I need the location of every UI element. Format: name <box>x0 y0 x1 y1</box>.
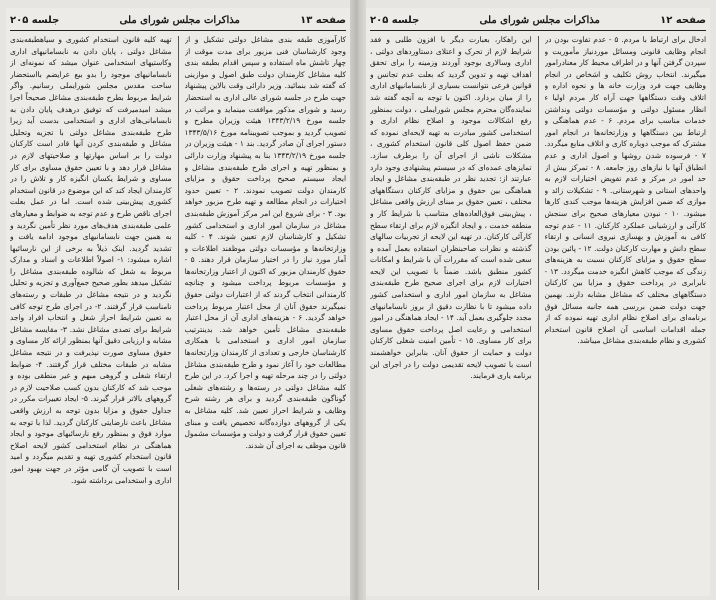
left-page-columns <box>10 34 346 592</box>
column-divider <box>538 36 539 590</box>
book-gutter <box>350 0 366 600</box>
left-page-session: جلسه ۲۰۵ <box>10 14 60 26</box>
left-page-column-right <box>185 34 347 592</box>
right-column-0-text: این راهکار، بعبارت دیگر با افزون طلبی و فقد شرایط لازم از تحرک و اعتلای دستاوردهای دولتی ، اداری وسالاری بوجود آوردند وزمینه را برای تحقق اهداف تهیه و تدوین گردید که بعلت عدم تجانس و قوانین فرعی نتوانست بسیاری از نابسامانیهای اداری را از میان بردارد. اکنون با توجه به آنچه گفته شد نماینده‌گان محترم مجلس شورایملی ، دولت بمنظور رفع اشکالات موجود و اصلاح نظام اداری و استخدامی کشور مبادرت به تهیه لایحه‌ای نموده که ضمن حفظ اصول کلی قانون استخدام کشوری ، مشکلات ناشی از اجرای آن را برطرف سازد. تمایزهای عمده‌ای که در سیستم پیشنهادی وجود دارد عبارتند از: تجدید نظر در طبقه‌بندی مشاغل و ایجاد هماهنگی بین حقوق و مزایای کارکنان دستگاههای مختلف ، تعیین حقوق بر مبنای ارزش واقعی مشاغل ، پیش‌بینی فوق‌العاده‌های متناسب با شرایط کار و منطقه خدمت ، و ایجاد انگیزه لازم برای ارتقاء سطح کارآئی کارکنان. در تهیه این لایحه از تجربیات سالهای گذشته و نظرات صاحبنظران استفاده بعمل آمده و سعی شده است که مقررات آن با شرایط و امکانات کشور منطبق باشد. ضمناً با تصویب این لایحه اختیارات لازم برای اجرای صحیح طرح طبقه‌بندی مشاغل به سازمان امور اداری و استخدامی کشور داده میشود تا با نظارت دقیق از بروز نابسامانیهای مجدد جلوگیری بعمل آید. ۱۴ - ایجاد هماهنگی در امور استخدامی و رعایت اصل پرداخت حقوق مساوی برای کار مساوی. ۱۵ - تأمین امنیت شغلی کارکنان دولت و حمایت از حقوق آنان. بنابراین خواهشمند است با تصویب لایحه تقدیمی دولت را در اجرای این برنامه یاری فرمایند. <box>370 35 532 381</box>
right-page-title: مذاکرات مجلس شورای ملی <box>479 14 600 26</box>
left-page-column-left <box>10 34 172 592</box>
left-column-0-text: تهیه کلیه قانون استخدام کشوری و سیاهطبقه‌بندی مشاغل دولتی ، پایان دادن به نابسامانیهای اداری وکاستیهای استخدامی عنوان میشد که نمونه‌ای از نابسامانیهای موجود را بدو بیع عرایضم بااستحضار ساحت مقدس مجلس شورایملی رسانیم. واگر شرایط مربوط بطرح طبقه‌بندی مشاغل صحیحاً اجرا میشد امیدمیرفت که توفیق درهدف پایان دادن به نابسامانی‌های اداری و استخدامی بدست آید زیرا طرح طبقه‌بندی مشاغل دولتی با تجزیه وتحلیل مشاغل و طبقه‌بندی کردن آنها قادر است کارکنان دولت را بر اساس مهارتها و صلاحیتهای لازم در مشاغل قرار دهد و با تعیین حقوق مساوی برای کار مساوی و شرایط یکسان انگیزه کار و تلاش را در کارمندان ایجاد کند که این موضوع در قانون استخدام کشوری پیش‌بینی شده است. اما در عمل بعلت اجرای ناقص طرح و عدم توجه به ضوابط و معیارهای علمی طبقه‌بندی هدف‌های مورد نظر تأمین نگردید و به همین جهت نابسامانیهای موجود ادامه یافت و تشدید گردید. اینک ذیلاً به برخی از این نارسائیها اشاره میشود: ۱- اصولاً اطلاعات و اسناد و مدارک مربوط به شغل که شالوده طبقه‌بندی مشاغل را تشکیل میدهد بطور صحیح جمع‌آوری و تجزیه و تحلیل نگردید و در نتیجه مشاغل در طبقات و رسته‌های نامناسب قرار گرفتند. ۲- در اجرای طرح توجه کافی به تعیین شرایط احراز شغل و انتخاب افراد واجد شرایط برای تصدی مشاغل نشد. ۳- مقایسه مشاغل مشابه و ارزیابی دقیق آنها بمنظور ارائه کار مساوی و حقوق مساوی صورت نپذیرفت و در نتیجه مشاغل مشابه در طبقات مختلف قرار گرفتند. ۴- ضوابط ارتقاء شغلی و گروهی مبهم و غیر منطقی بوده و موجب شد که کارکنان بدون کسب صلاحیت لازم در گروههای بالاتر قرار گیرند. ۵- ایجاد تغییرات مکرر در جداول حقوق و مزایا بدون توجه به ارزش واقعی مشاغل باعث نارضایتی کارکنان گردید. لذا با توجه به موارد فوق و بمنظور رفع نارسائیهای موجود و ایجاد هماهنگی در نظام استخدامی کشور لایحه اصلاح قانون استخدام کشوری تهیه و تقدیم میگردد و امید است با تصویب آن گامی مؤثر در جهت بهبود امور اداری و استخدامی برداشته شود. <box>10 35 172 485</box>
right-column-1-text: ادخال برای ارتباط با مردم. ۵ - عدم تفاوت بودن در انجام وظایف قانونی ومسائل موردنیاز مأموریت و سپردن گرفتن آنها و در اطراف محیط کار معنادرامور میگیرند. انتخاب روش تکلیف و اشخاص در انجام وظایف جهت فرد وزارت خانه ها و نحوه اداره و اتلاف وقت دستگاهها جهت آراه کار مردم اولیا ء انظار مسئول دولتی و مؤسسات دولتی ونداشتن خدمات مناسب برای مردم. ۶ - عدم هماهنگی و ارتباط بین دستگاهها و وزارتخانه‌ها در انجام امور مشترک که موجب دوباره کاری و اتلاف منابع میگردد. ۷ - فرسوده شدن روشها و اصول اداری و عدم انطباق آنها با نیازهای روز جامعه. ۸ - تمرکز بیش از حد امور در مرکز و عدم تفویض اختیارات لازم به واحدهای استانی و شهرستانی. ۹ - تشکیلات زائد و موازی که ضمن افزایش هزینه‌ها موجب کندی کارها میشود. ۱۰ - نبودن معیارهای صحیح برای سنجش کارآئی و ارزشیابی عملکرد کارکنان. ۱۱ - عدم توجه کافی به آموزش و بهسازی نیروی انسانی و ارتقاء سطح دانش و مهارت کارکنان دولت. ۱۲ - پائین بودن سطح حقوق و مزایای کارکنان نسبت به هزینه‌های زندگی که موجب کاهش انگیزه خدمت میگردد. ۱۳ - نابرابری در پرداخت حقوق و مزایا بین کارکنان دستگاههای مختلف که مشاغل مشابه دارند. بهمین جهت دولت ضمن بررسی همه جانبه مسائل فوق برنامه‌ای برای اصلاح نظام اداری تهیه نموده که از جمله اقدامات اساسی آن اصلاح قانون استخدام کشوری و نظام طبقه‌بندی مشاغل میباشد. <box>544 35 706 346</box>
left-column-1-text: کارآموزی طبقه بندی مشاغل دولتی تشکیل و از وجود کارشناسان فنی مزبور برای مدت موقت از چهار تاشش ماه استفاده و سپس اقدام بطبقه بندی کلیه مشاغل کارمندان دولت طبق اصول و موازینی که گفته شد بنمائید. وزیر دارائی وقت بالاین پیشنهاد جهت طرح در جلسه شورای عالی اداری به استحضار رسید و شورای مذکور موافقت مینماید و مراتب در جلسه مورخ ۱۳۴۳/۲/۱۹ هیئت وزیران مطرح و تصویب گردید و بموجب تصویبنامه مورخ ۱۳۴۳/۵/۱۶ دستور اجرای آن صادر گردید. بند ۱ - هیئت وزیران در جلسه مورخ ۱۳۴۳/۲/۱۹ بنا به پیشنهاد وزارت دارائی و بمنظور تهیه و اجرای طرح طبقه‌بندی مشاغل و ایجاد سیستم صحیح پرداخت حقوق و مزایای کارمندان دولت تصویب نمودند. ۲ - تعیین حدود اختیارات در انجام مطالعه و تهیه طرح مزبور خواهد بود. ۳ - برای شروع این امر مرکز آموزش طبقه‌بندی مشاغل در سازمان امور اداری و استخدامی کشور تشکیل و کارشناسان لازم تعیین شوند. ۴ - کلیه وزارتخانه‌ها و مؤسسات دولتی موظفند اطلاعات و آمار مورد نیاز را در اختیار سازمان قرار دهند. ۵ - حقوق کارمندان مزبور که اکنون از اعتبار وزارتخانه‌ها و مؤسسات مربوط پرداخت میشود و چنانچه کارمندانی انتخاب گردند که از اعتبارات دولتی حقوق نمیگیرند حقوق آنان از محل اعتبار مربوط پرداخت خواهد گردید. ۶ - هزینه‌های اداری آن از محل اعتبار طبقه‌بندی مشاغل تأمین خواهد شد. بدینترتیب سازمان امور اداری و استخدامی با همکاری کارشناسان خارجی و تعدادی از کارمندان وزارتخانه‌ها مطالعات خود را آغاز نمود و طرح طبقه‌بندی مشاغل دولتی را در چند مرحله تهیه و اجرا کرد. در این طرح کلیه مشاغل دولتی در رسته‌ها و رشته‌های شغلی گوناگون طبقه‌بندی گردید و برای هر رشته شرح وظایف و شرایط احراز تعیین شد. کلیه مشاغل به یکی از گروههای دوازده‌گانه تخصیص یافت و مبنای تعیین حقوق قرار گرفت و دولت و مؤسسات مشمول قانون موظف به اجرای آن شدند. <box>184 35 346 450</box>
right-page-header <box>370 10 706 31</box>
left-page-number: صفحه ۱۳ <box>300 14 346 26</box>
right-page-number: صفحه ۱۲ <box>660 14 706 26</box>
left-page-title: مذاکرات مجلس شورای ملی <box>119 14 240 26</box>
left-page <box>6 8 350 596</box>
left-page-header <box>10 10 346 31</box>
right-page <box>366 8 710 596</box>
column-divider <box>178 36 179 590</box>
right-page-columns <box>370 34 706 592</box>
right-page-session: جلسه ۲۰۵ <box>370 14 420 26</box>
right-page-column-right <box>545 34 707 592</box>
right-page-column-left <box>370 34 532 592</box>
